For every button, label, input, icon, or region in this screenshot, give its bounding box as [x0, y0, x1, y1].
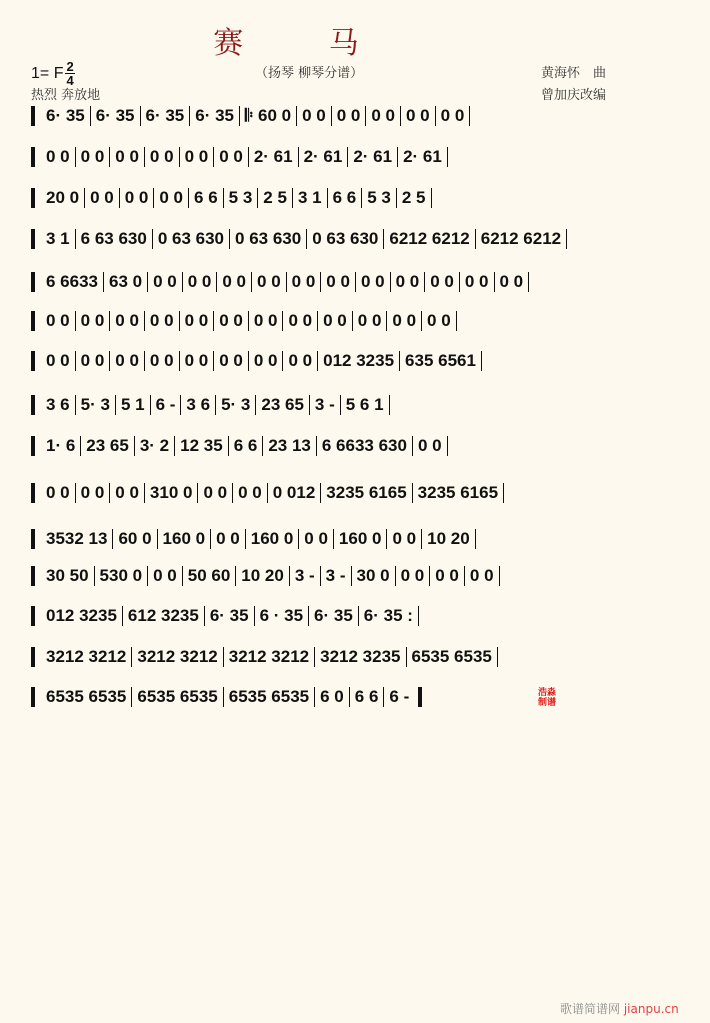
measure: 6· 35	[46, 106, 85, 125]
measure: 10 20	[241, 566, 284, 585]
measure: 0 0	[392, 529, 417, 548]
measure: 6· 35	[314, 606, 353, 625]
barline	[389, 395, 390, 415]
score-line	[31, 563, 500, 589]
score-subtitle: （扬琴 柳琴分谱）	[255, 66, 364, 81]
measure: 6· 35	[145, 106, 185, 125]
measure: 0 0	[149, 351, 174, 370]
barline	[497, 647, 498, 667]
score-line	[31, 226, 567, 252]
measure: 0 0	[115, 311, 139, 330]
measure: 0 0	[291, 272, 316, 291]
measure: 0 0	[187, 272, 212, 291]
score-line	[31, 185, 432, 211]
barline	[447, 147, 448, 167]
measure: 530 0	[99, 566, 143, 585]
score-line	[31, 603, 419, 629]
measure: 0 0	[464, 272, 489, 291]
measure: 3 1	[297, 188, 322, 207]
measure: 0 0	[115, 147, 139, 166]
measure: 160 0	[338, 529, 382, 548]
measure: 3235 6165	[326, 483, 407, 502]
measure: 0 0	[323, 311, 347, 330]
measure: 2· 61	[353, 147, 393, 166]
barline	[456, 311, 457, 331]
measure: 6535 6535	[46, 687, 127, 706]
barline	[566, 229, 567, 249]
score-line	[31, 526, 476, 552]
measure: 0 0	[80, 483, 105, 502]
line-start-barline	[31, 395, 35, 415]
measure: 0 0	[219, 147, 243, 166]
measure: 012 3235	[323, 351, 395, 370]
measure: 0 0	[469, 566, 494, 585]
measure: 23 13	[268, 436, 311, 455]
measure: 3 6	[186, 395, 211, 414]
measure: 63 0	[109, 272, 143, 291]
measure: 0 0	[80, 147, 105, 166]
measure: 3 6	[46, 395, 70, 414]
measure: 20 0	[46, 188, 80, 207]
measure: 3212 3212	[228, 647, 310, 666]
score-title: 赛 马	[213, 26, 397, 61]
measure: 0 0	[253, 351, 278, 370]
measure: 𝄆 60 0	[245, 106, 292, 125]
measure: 0 0	[435, 566, 459, 585]
measure: 0 012	[272, 483, 316, 502]
measure: 0 0	[80, 311, 105, 330]
measure: 2 5	[401, 188, 426, 207]
barline	[481, 351, 482, 371]
line-start-barline	[31, 483, 35, 503]
measure: 6 6633	[46, 272, 98, 291]
measure: 0 0	[371, 106, 395, 125]
line-start-barline	[31, 188, 35, 208]
measure: 0 63 630	[157, 229, 225, 248]
line-start-barline	[31, 606, 35, 626]
measure: 0 0	[149, 311, 174, 330]
measure: 6 6	[194, 188, 218, 207]
measure: 6 6	[233, 436, 258, 455]
barline	[431, 188, 432, 208]
measure: 0 0	[430, 272, 454, 291]
measure: 635 6561	[405, 351, 476, 370]
measure: 0 0	[406, 106, 430, 125]
measure: 0 0	[115, 351, 139, 370]
measure: 3212 3212	[137, 647, 218, 666]
measure: 6535 6535	[228, 687, 310, 706]
measure: 0 0	[222, 272, 247, 291]
measure: 0 0	[153, 566, 177, 585]
barline	[475, 529, 476, 549]
line-start-barline	[31, 147, 35, 167]
measure: 3 -	[294, 566, 315, 585]
barline	[499, 566, 500, 586]
measure: 6 6	[332, 188, 357, 207]
score-line	[31, 433, 448, 459]
measure: 0 0	[288, 311, 313, 330]
measure: 0 63 630	[312, 229, 379, 248]
measure: 5 1	[120, 395, 145, 414]
key-label: 1= F	[31, 64, 64, 82]
score-line	[31, 684, 422, 710]
measure: 0 0	[304, 529, 328, 548]
measure: 2· 61	[403, 147, 442, 166]
measure: 5 3	[228, 188, 253, 207]
measure: 6535 6535	[137, 687, 218, 706]
measure: 0 0	[302, 106, 326, 125]
measure: 6· 35 :	[363, 606, 413, 625]
measure: 3 -	[314, 395, 335, 414]
measure: 0 0	[184, 311, 209, 330]
measure: 0 0	[336, 106, 361, 125]
measure: 1· 6	[46, 436, 76, 455]
measure: 0 0	[253, 311, 278, 330]
measure: 0 0	[80, 351, 105, 370]
measure: 5 3	[367, 188, 391, 207]
key-signature	[31, 60, 75, 87]
score-line	[31, 392, 390, 418]
measure: 0 0	[46, 483, 70, 502]
measure: 3 1	[46, 229, 70, 248]
measure: 0 0	[46, 351, 70, 370]
measure: 3212 3212	[46, 647, 127, 666]
measure: 0 0	[219, 351, 243, 370]
measure: 60 0	[118, 529, 152, 548]
measure: 0 0	[216, 529, 240, 548]
measure: 3· 2	[139, 436, 170, 455]
arranger: 曾加庆改编	[541, 88, 607, 103]
line-start-barline	[31, 229, 35, 249]
score-line	[31, 103, 470, 129]
measure: 6 63 630	[80, 229, 147, 248]
measure: 2 5	[263, 188, 287, 207]
barline	[469, 106, 470, 126]
measure: 0 0	[159, 188, 184, 207]
line-start-barline	[31, 647, 35, 667]
measure: 0 0	[440, 106, 465, 125]
measure: 0 0	[153, 272, 177, 291]
final-barline	[418, 687, 422, 707]
measure: 3 -	[325, 566, 346, 585]
measure: 0 0	[203, 483, 228, 502]
measure: 0 0	[219, 311, 243, 330]
measure: 0 0	[149, 147, 174, 166]
line-start-barline	[31, 436, 35, 456]
measure: 6212 6212	[480, 229, 562, 248]
line-start-barline	[31, 687, 35, 707]
measure: 0 0	[427, 311, 451, 330]
measure: 0 0	[326, 272, 350, 291]
measure: 0 0	[417, 436, 442, 455]
line-start-barline	[31, 272, 35, 292]
line-start-barline	[31, 106, 35, 126]
measure: 12 35	[180, 436, 223, 455]
measure: 012 3235	[46, 606, 117, 625]
measure: 0 0	[238, 483, 262, 502]
watermark: 歌谱简谱网 jianpu.cn	[560, 1002, 679, 1016]
line-start-barline	[31, 529, 35, 549]
measure: 6· 35	[195, 106, 234, 125]
measure: 0 63 630	[235, 229, 302, 248]
score-line	[31, 269, 529, 295]
barline	[528, 272, 529, 292]
measure: 0 0	[395, 272, 420, 291]
measure: 5· 3	[80, 395, 110, 414]
measure: 6212 6212	[389, 229, 470, 248]
score-line	[31, 480, 504, 506]
measure: 6· 35	[209, 606, 249, 625]
score-line	[31, 348, 482, 374]
measure: 6 0	[320, 687, 344, 706]
measure: 6 -	[155, 395, 176, 414]
measure: 0 0	[499, 272, 524, 291]
measure: 6 · 35	[259, 606, 304, 625]
measure: 0 0	[115, 483, 139, 502]
measure: 6 6633 630	[321, 436, 407, 455]
measure: 30 0	[356, 566, 390, 585]
measure: 0 0	[124, 188, 149, 207]
measure: 0 0	[46, 147, 70, 166]
barline	[418, 606, 419, 626]
line-start-barline	[31, 311, 35, 331]
measure: 5· 3	[221, 395, 251, 414]
composer: 黄海怀 曲	[541, 66, 607, 81]
measure: 6535 6535	[411, 647, 492, 666]
measure: 0 0	[400, 566, 425, 585]
tempo-marking: 热烈 奔放地	[31, 88, 101, 103]
measure: 0 0	[357, 311, 382, 330]
measure: 3212 3235	[320, 647, 401, 666]
measure: 23 65	[86, 436, 129, 455]
measure: 3235 6165	[417, 483, 499, 502]
measure: 2· 61	[253, 147, 293, 166]
measure: 2· 61	[303, 147, 343, 166]
line-start-barline	[31, 351, 35, 371]
measure: 0 0	[184, 147, 209, 166]
measure: 0 0	[184, 351, 209, 370]
measure: 50 60	[187, 566, 231, 585]
measure: 0 0	[90, 188, 114, 207]
measure: 6· 35	[95, 106, 135, 125]
measure: 23 65	[261, 395, 304, 414]
measure: 0 0	[288, 351, 313, 370]
measure: 10 20	[427, 529, 470, 548]
score-line	[31, 644, 498, 670]
time-signature: $\frac{2}{4}$	[66, 59, 74, 88]
measure: 3532 13	[46, 529, 108, 548]
score-line	[31, 308, 457, 334]
measure: 6 -	[389, 687, 410, 706]
measure: 0 0	[360, 272, 385, 291]
arranger-stamp: 浩淼制谱	[538, 688, 557, 708]
measure: 6 6	[354, 687, 379, 706]
measure: 0 0	[257, 272, 281, 291]
measure: 0 0	[392, 311, 417, 330]
line-start-barline	[31, 566, 35, 586]
measure: 30 50	[46, 566, 89, 585]
measure: 5 6 1	[345, 395, 384, 414]
barline	[503, 483, 504, 503]
measure: 160 0	[162, 529, 206, 548]
measure: 310 0	[149, 483, 193, 502]
score-line	[31, 144, 448, 170]
measure: 160 0	[250, 529, 294, 548]
barline	[447, 436, 448, 456]
measure: 0 0	[46, 311, 70, 330]
measure: 612 3235	[127, 606, 199, 625]
